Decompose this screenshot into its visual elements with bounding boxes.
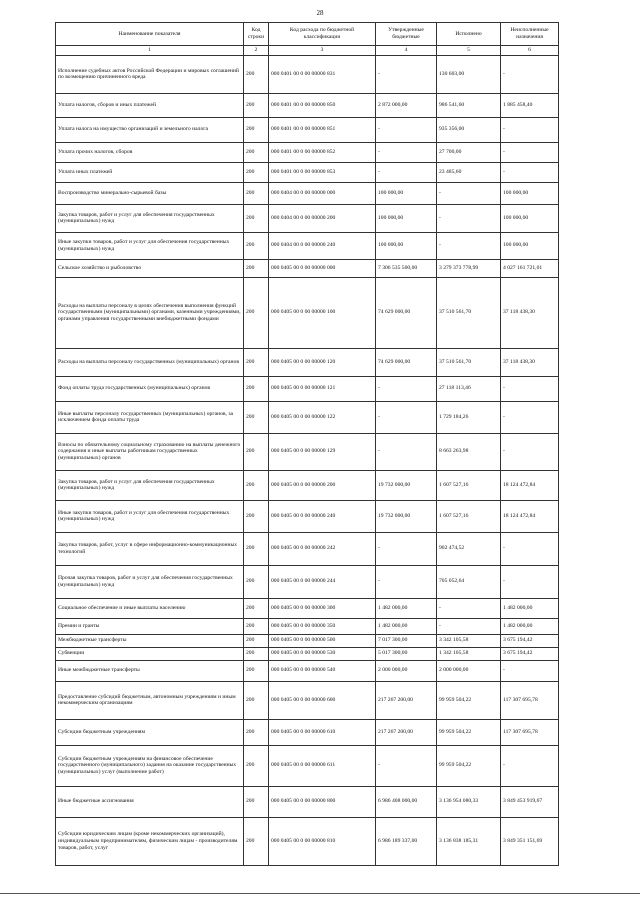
row-name: Закупка товаров, работ и услуг для обеспечения государственных (муниципальных) нужд xyxy=(56,204,244,232)
row-line-code: 200 xyxy=(244,204,269,232)
row-unexecuted: 100 000,00 xyxy=(501,204,559,232)
row-executed: 3 279 373 778,99 xyxy=(437,259,501,277)
row-unexecuted: - xyxy=(501,162,559,182)
row-line-code: 200 xyxy=(244,142,269,162)
row-budget-code: 000 0405 00 0 00 00000 300 xyxy=(269,598,376,618)
row-name: Иные межбюджетные трансферты xyxy=(56,660,244,681)
table-row xyxy=(56,598,559,618)
row-executed: 130 603,00 xyxy=(437,55,501,93)
row-name: Субвенции xyxy=(56,647,244,660)
row-name: Уплата налогов, сборов и иных платежей xyxy=(56,93,244,117)
header-approved: Утвержденные бюджетные xyxy=(376,23,437,46)
row-unexecuted: 4 027 161 721,01 xyxy=(501,259,559,277)
row-executed: 1 342 105,58 xyxy=(437,647,501,660)
page-number: 28 xyxy=(316,9,324,17)
row-name: Межбюджетные трансферты xyxy=(56,634,244,647)
column-index: 3 xyxy=(269,46,376,56)
row-approved: 100 000,00 xyxy=(376,232,437,259)
table-row xyxy=(56,745,559,786)
row-line-code: 200 xyxy=(244,647,269,660)
row-unexecuted: 100 000,00 xyxy=(501,232,559,259)
row-approved: 6 986 408 000,00 xyxy=(376,786,437,817)
row-unexecuted: 18 124 472,84 xyxy=(501,500,559,532)
row-budget-code: 000 0405 00 0 00 00000 000 xyxy=(269,259,376,277)
row-approved: 19 732 000,00 xyxy=(376,500,437,532)
column-index: 1 xyxy=(56,46,244,56)
row-executed: 1 607 527,16 xyxy=(437,470,501,500)
table-row xyxy=(56,634,559,647)
header-unexecuted: Неисполненные назначения xyxy=(501,23,559,46)
header-indicator-name: Наименование показателя xyxy=(56,23,244,46)
table-row xyxy=(56,532,559,565)
row-line-code: 200 xyxy=(244,182,269,204)
row-name: Воспроизводство минерально-сырьевой базы xyxy=(56,182,244,204)
row-unexecuted: - xyxy=(501,565,559,598)
header-line-code: Код строки xyxy=(244,23,269,46)
row-budget-code: 000 0404 00 0 00 00000 000 xyxy=(269,182,376,204)
row-unexecuted: - xyxy=(501,433,559,470)
row-budget-code: 000 0401 00 0 00 00000 850 xyxy=(269,93,376,117)
row-unexecuted: 1 885 458,40 xyxy=(501,93,559,117)
row-line-code: 200 xyxy=(244,532,269,565)
row-line-code: 200 xyxy=(244,660,269,681)
row-approved: - xyxy=(376,376,437,401)
table-row xyxy=(56,259,559,277)
row-name: Предоставление субсидий бюджетным, автономным учреждениям и иным некоммерческим организациям xyxy=(56,681,244,719)
row-approved: - xyxy=(376,162,437,182)
row-budget-code: 000 0405 00 0 00 00000 810 xyxy=(269,817,376,865)
row-unexecuted: - xyxy=(501,55,559,93)
row-unexecuted: 117 307 695,78 xyxy=(501,681,559,719)
row-executed: 99 959 504,22 xyxy=(437,719,501,745)
row-approved: 5 017 300,00 xyxy=(376,647,437,660)
row-budget-code: 000 0404 00 0 00 00000 240 xyxy=(269,232,376,259)
row-line-code: 200 xyxy=(244,376,269,401)
row-line-code: 200 xyxy=(244,681,269,719)
row-name: Социальное обеспечение и иные выплаты населению xyxy=(56,598,244,618)
table-row xyxy=(56,817,559,865)
column-index: 4 xyxy=(376,46,437,56)
row-approved: 6 986 189 337,00 xyxy=(376,817,437,865)
row-budget-code: 000 0405 00 0 00 00000 500 xyxy=(269,634,376,647)
row-line-code: 200 xyxy=(244,232,269,259)
row-approved: - xyxy=(376,401,437,433)
column-index-row xyxy=(56,46,559,56)
row-approved: 2 000 000,00 xyxy=(376,660,437,681)
table-row xyxy=(56,277,559,348)
table-row xyxy=(56,55,559,93)
row-line-code: 200 xyxy=(244,598,269,618)
row-unexecuted: - xyxy=(501,660,559,681)
row-approved: - xyxy=(376,117,437,142)
row-name: Иные выплаты персоналу государственных (муниципальных) органов, за исключением фонда оплаты труда xyxy=(56,401,244,433)
row-name: Исполнение судебных актов Российской Федерации и мировых соглашений по возмещению причиненного вреда xyxy=(56,55,244,93)
row-line-code: 200 xyxy=(244,93,269,117)
row-approved: 2 872 000,00 xyxy=(376,93,437,117)
row-executed: 99 959 504,22 xyxy=(437,681,501,719)
row-line-code: 200 xyxy=(244,618,269,634)
row-name: Уплата прочих налогов, сборов xyxy=(56,142,244,162)
row-name: Расходы на выплаты персоналу государственных (муниципальных) органов xyxy=(56,348,244,376)
row-unexecuted: 37 118 438,30 xyxy=(501,277,559,348)
row-executed: 37 510 561,70 xyxy=(437,277,501,348)
row-budget-code: 000 0405 00 0 00 00000 121 xyxy=(269,376,376,401)
row-approved: 7 306 535 500,00 xyxy=(376,259,437,277)
row-line-code: 200 xyxy=(244,745,269,786)
row-line-code: 200 xyxy=(244,634,269,647)
row-line-code: 200 xyxy=(244,55,269,93)
row-unexecuted: - xyxy=(501,745,559,786)
row-unexecuted: - xyxy=(501,376,559,401)
row-name: Сельское хозяйство и рыболовство xyxy=(56,259,244,277)
row-line-code: 200 xyxy=(244,433,269,470)
row-budget-code: 000 0405 00 0 00 00000 122 xyxy=(269,401,376,433)
table-row xyxy=(56,433,559,470)
row-executed: 1 729 184,26 xyxy=(437,401,501,433)
row-budget-code: 000 0405 00 0 00 00000 800 xyxy=(269,786,376,817)
row-line-code: 200 xyxy=(244,786,269,817)
row-approved: - xyxy=(376,433,437,470)
row-approved: 74 629 000,00 xyxy=(376,348,437,376)
row-name: Субсидии бюджетным учреждениям на финансовое обеспечение государственного (муниципального) задания на оказание государственных (муниципальных) услуг (выполнение работ) xyxy=(56,745,244,786)
row-approved: - xyxy=(376,142,437,162)
table-row xyxy=(56,660,559,681)
row-line-code: 200 xyxy=(244,401,269,433)
row-approved: 100 000,00 xyxy=(376,182,437,204)
row-executed: 27 118 113,46 xyxy=(437,376,501,401)
row-budget-code: 000 0405 00 0 00 00000 350 xyxy=(269,618,376,634)
row-executed: 986 541,60 xyxy=(437,93,501,117)
row-name: Иные закупки товаров, работ и услуг для обеспечения государственных (муниципальных) нужд xyxy=(56,232,244,259)
row-name: Иные бюджетные ассигнования xyxy=(56,786,244,817)
row-name: Субсидии бюджетным учреждениям xyxy=(56,719,244,745)
row-name: Субсидии юридическим лицам (кроме некоммерческих организаций), индивидуальным предпринимателям, физическим лицам - производителям товаров, работ, услуг xyxy=(56,817,244,865)
row-approved: - xyxy=(376,745,437,786)
table-row xyxy=(56,117,559,142)
row-budget-code: 000 0405 00 0 00 00000 244 xyxy=(269,565,376,598)
row-budget-code: 000 0401 00 0 00 00000 831 xyxy=(269,55,376,93)
row-name: Премии и гранты xyxy=(56,618,244,634)
row-name: Иные закупки товаров, работ и услуг для обеспечения государственных (муниципальных) нужд xyxy=(56,500,244,532)
row-name: Уплата налога на имущество организаций и земельного налога xyxy=(56,117,244,142)
row-executed: - xyxy=(437,618,501,634)
row-unexecuted: 3 675 194,42 xyxy=(501,634,559,647)
table-row xyxy=(56,232,559,259)
table-row xyxy=(56,647,559,660)
table-body xyxy=(56,55,559,865)
row-name: Прочая закупка товаров, работ и услуг для обеспечения государственных (муниципальных) нужд xyxy=(56,565,244,598)
row-approved: 100 000,00 xyxy=(376,204,437,232)
row-executed: 3 136 954 080,33 xyxy=(437,786,501,817)
row-approved: 74 629 000,00 xyxy=(376,277,437,348)
row-approved: 217 267 200,00 xyxy=(376,719,437,745)
row-name: Взносы по обязательному социальному страхованию на выплаты денежного содержания и иные выплаты работникам государственных (муниципальных) органов xyxy=(56,433,244,470)
row-unexecuted: 37 118 438,30 xyxy=(501,348,559,376)
table-row xyxy=(56,142,559,162)
row-executed: 23 485,60 xyxy=(437,162,501,182)
row-budget-code: 000 0405 00 0 00 00000 129 xyxy=(269,433,376,470)
header-executed: Исполнено xyxy=(437,23,501,46)
row-executed: 1 607 527,16 xyxy=(437,500,501,532)
row-executed: 27 700,00 xyxy=(437,142,501,162)
row-line-code: 200 xyxy=(244,817,269,865)
column-index: 2 xyxy=(244,46,269,56)
table-row xyxy=(56,204,559,232)
row-budget-code: 000 0405 00 0 00 00000 600 xyxy=(269,681,376,719)
table-row xyxy=(56,786,559,817)
budget-execution-table xyxy=(55,22,559,866)
row-budget-code: 000 0401 00 0 00 00000 851 xyxy=(269,117,376,142)
row-approved: 1 482 000,00 xyxy=(376,598,437,618)
row-budget-code: 000 0405 00 0 00 00000 530 xyxy=(269,647,376,660)
header-budget-code: Код расхода по бюджетной классификации xyxy=(269,23,376,46)
row-name: Уплата иных платежей xyxy=(56,162,244,182)
table-row xyxy=(56,719,559,745)
row-line-code: 200 xyxy=(244,719,269,745)
row-executed: - xyxy=(437,598,501,618)
row-executed: - xyxy=(437,232,501,259)
row-executed: 3 136 838 185,31 xyxy=(437,817,501,865)
row-budget-code: 000 0401 00 0 00 00000 853 xyxy=(269,162,376,182)
row-budget-code: 000 0405 00 0 00 00000 610 xyxy=(269,719,376,745)
row-executed: 99 959 504,22 xyxy=(437,745,501,786)
row-unexecuted: 3 849 351 151,69 xyxy=(501,817,559,865)
row-executed: 902 474,52 xyxy=(437,532,501,565)
row-line-code: 200 xyxy=(244,500,269,532)
row-line-code: 200 xyxy=(244,565,269,598)
table-row xyxy=(56,93,559,117)
table-row xyxy=(56,565,559,598)
row-approved: 19 732 000,00 xyxy=(376,470,437,500)
table-row xyxy=(56,401,559,433)
table-header-row xyxy=(56,23,559,46)
row-unexecuted: - xyxy=(501,142,559,162)
table-row xyxy=(56,500,559,532)
row-line-code: 200 xyxy=(244,277,269,348)
row-budget-code: 000 0405 00 0 00 00000 242 xyxy=(269,532,376,565)
table-row xyxy=(56,470,559,500)
table-row xyxy=(56,162,559,182)
row-unexecuted: 1 482 000,00 xyxy=(501,618,559,634)
row-executed: - xyxy=(437,182,501,204)
row-line-code: 200 xyxy=(244,117,269,142)
row-budget-code: 000 0405 00 0 00 00000 100 xyxy=(269,277,376,348)
row-unexecuted: 3 675 194,42 xyxy=(501,647,559,660)
row-unexecuted: 117 307 695,78 xyxy=(501,719,559,745)
row-line-code: 200 xyxy=(244,348,269,376)
row-executed: 3 342 105,58 xyxy=(437,634,501,647)
row-budget-code: 000 0405 00 0 00 00000 540 xyxy=(269,660,376,681)
row-name: Закупка товаров, работ, услуг в сфере информационно-коммуникационных технологий xyxy=(56,532,244,565)
row-budget-code: 000 0405 00 0 00 00000 120 xyxy=(269,348,376,376)
row-executed: 37 510 561,70 xyxy=(437,348,501,376)
row-budget-code: 000 0405 00 0 00 00000 240 xyxy=(269,500,376,532)
row-unexecuted: - xyxy=(501,117,559,142)
row-budget-code: 000 0405 00 0 00 00000 200 xyxy=(269,470,376,500)
row-approved: 1 482 000,00 xyxy=(376,618,437,634)
row-approved: 217 267 200,00 xyxy=(376,681,437,719)
table-row xyxy=(56,618,559,634)
row-budget-code: 000 0404 00 0 00 00000 200 xyxy=(269,204,376,232)
row-executed: 935 356,00 xyxy=(437,117,501,142)
table-row xyxy=(56,376,559,401)
row-unexecuted: - xyxy=(501,532,559,565)
row-budget-code: 000 0401 00 0 00 00000 852 xyxy=(269,142,376,162)
row-name: Фонд оплаты труда государственных (муниципальных) органов xyxy=(56,376,244,401)
table-row xyxy=(56,681,559,719)
row-executed: 8 663 263,98 xyxy=(437,433,501,470)
row-approved: 7 017 300,00 xyxy=(376,634,437,647)
row-budget-code: 000 0405 00 0 00 00000 611 xyxy=(269,745,376,786)
row-approved: - xyxy=(376,55,437,93)
row-unexecuted: 1 482 000,00 xyxy=(501,598,559,618)
row-unexecuted: 3 849 453 919,67 xyxy=(501,786,559,817)
row-approved: - xyxy=(376,532,437,565)
row-approved: - xyxy=(376,565,437,598)
row-name: Расходы на выплаты персоналу в целях обеспечения выполнения функций государственными (муниципальными) органами, казенными учреждениями, органами управления государственными внебюджетными фондами xyxy=(56,277,244,348)
row-line-code: 200 xyxy=(244,259,269,277)
page-bottom-rule xyxy=(0,893,640,894)
row-line-code: 200 xyxy=(244,162,269,182)
table-row xyxy=(56,348,559,376)
row-unexecuted: 100 000,00 xyxy=(501,182,559,204)
row-unexecuted: - xyxy=(501,401,559,433)
table-row xyxy=(56,182,559,204)
row-executed: 2 000 000,00 xyxy=(437,660,501,681)
row-line-code: 200 xyxy=(244,470,269,500)
row-executed: 705 052,64 xyxy=(437,565,501,598)
row-unexecuted: 18 124 472,84 xyxy=(501,470,559,500)
column-index: 5 xyxy=(437,46,501,56)
column-index: 6 xyxy=(501,46,559,56)
row-name: Закупка товаров, работ и услуг для обеспечения государственных (муниципальных) нужд xyxy=(56,470,244,500)
row-executed: - xyxy=(437,204,501,232)
